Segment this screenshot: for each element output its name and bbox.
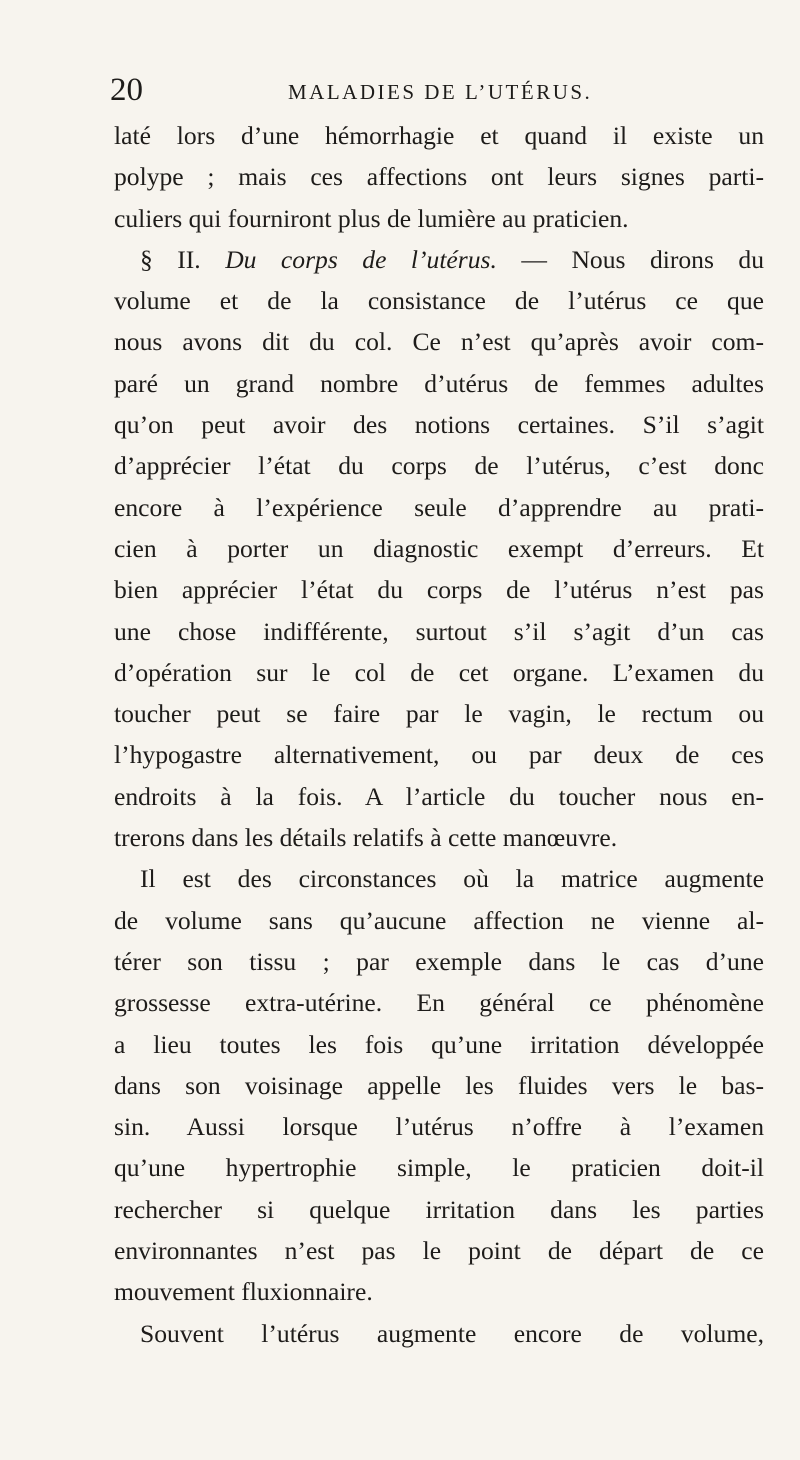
text-line: sin. Aussi lorsque l’utérus n’offre à l’examen (114, 1112, 764, 1142)
text-line: a lieu toutes les fois qu’une irritation développée (114, 1029, 764, 1059)
text-line: bien apprécier l’état du corps de l’utérus n’est pas (114, 575, 764, 605)
text-line: Il est des circonstances où la matrice augmente (140, 864, 764, 894)
text-line: térer son tissu ; par exemple dans le cas d’une (114, 946, 764, 976)
text-line: environnantes n’est pas le point de départ de ce (114, 1236, 764, 1266)
section-line-continuation: — Nous dirons du (496, 244, 764, 274)
text-line: paré un grand nombre d’utérus de femmes adultes (114, 368, 764, 398)
text-line: endroits à la fois. A l’article du toucher nous en- (114, 781, 764, 811)
text-line: nous avons dit du col. Ce n’est qu’après avoir com- (114, 327, 764, 357)
text-line: l’hypogastre alternativement, ou par deux de ces (114, 740, 764, 770)
text-line: qu’une hypertrophie simple, le praticien doit-il (114, 1153, 764, 1183)
text-line: grossesse extra-utérine. En général ce phénomène (114, 988, 764, 1018)
page-number: 20 (110, 72, 143, 108)
text-line: trerons dans les détails relatifs à cette manœuvre. (114, 823, 618, 853)
text-line: encore à l’expérience seule d’apprendre au prati- (114, 492, 764, 522)
running-title: MALADIES DE L’UTÉRUS. (288, 80, 593, 104)
text-line: de volume sans qu’aucune affection ne vienne al- (114, 905, 764, 935)
running-head (110, 72, 760, 108)
text-line: polype ; mais ces affections ont leurs signes parti- (114, 162, 764, 192)
text-line: Souvent l’utérus augmente encore de volume, (140, 1318, 764, 1348)
text-line: mouvement fluxionnaire. (114, 1277, 373, 1307)
section-mark: § II. (140, 244, 226, 274)
text-line: dans son voisinage appelle les fluides vers le bas- (114, 1070, 764, 1100)
text-line: rechercher si quelque irritation dans les parties (114, 1194, 764, 1224)
text-line: qu’on peut avoir des notions certaines. S’il s’agit (114, 410, 764, 440)
body-text (114, 115, 764, 1354)
text-line: d’opération sur le col de cet organe. L’examen du (114, 657, 764, 687)
text-line: toucher peut se faire par le vagin, le rectum ou (114, 699, 764, 729)
text-line: culiers qui fourniront plus de lumière au praticien. (114, 203, 629, 233)
text-line: volume et de la consistance de l’utérus ce que (114, 286, 764, 316)
text-line: cien à porter un diagnostic exempt d’erreurs. Et (114, 533, 764, 563)
section-heading-line (114, 239, 764, 280)
text-line: laté lors d’une hémorrhagie et quand il existe un (114, 121, 764, 150)
text-line: d’apprécier l’état du corps de l’utérus, c’est donc (114, 451, 764, 481)
section-title: Du corps de l’utérus. (225, 244, 497, 274)
text-line: une chose indifférente, surtout s’il s’agit d’un cas (114, 616, 764, 646)
